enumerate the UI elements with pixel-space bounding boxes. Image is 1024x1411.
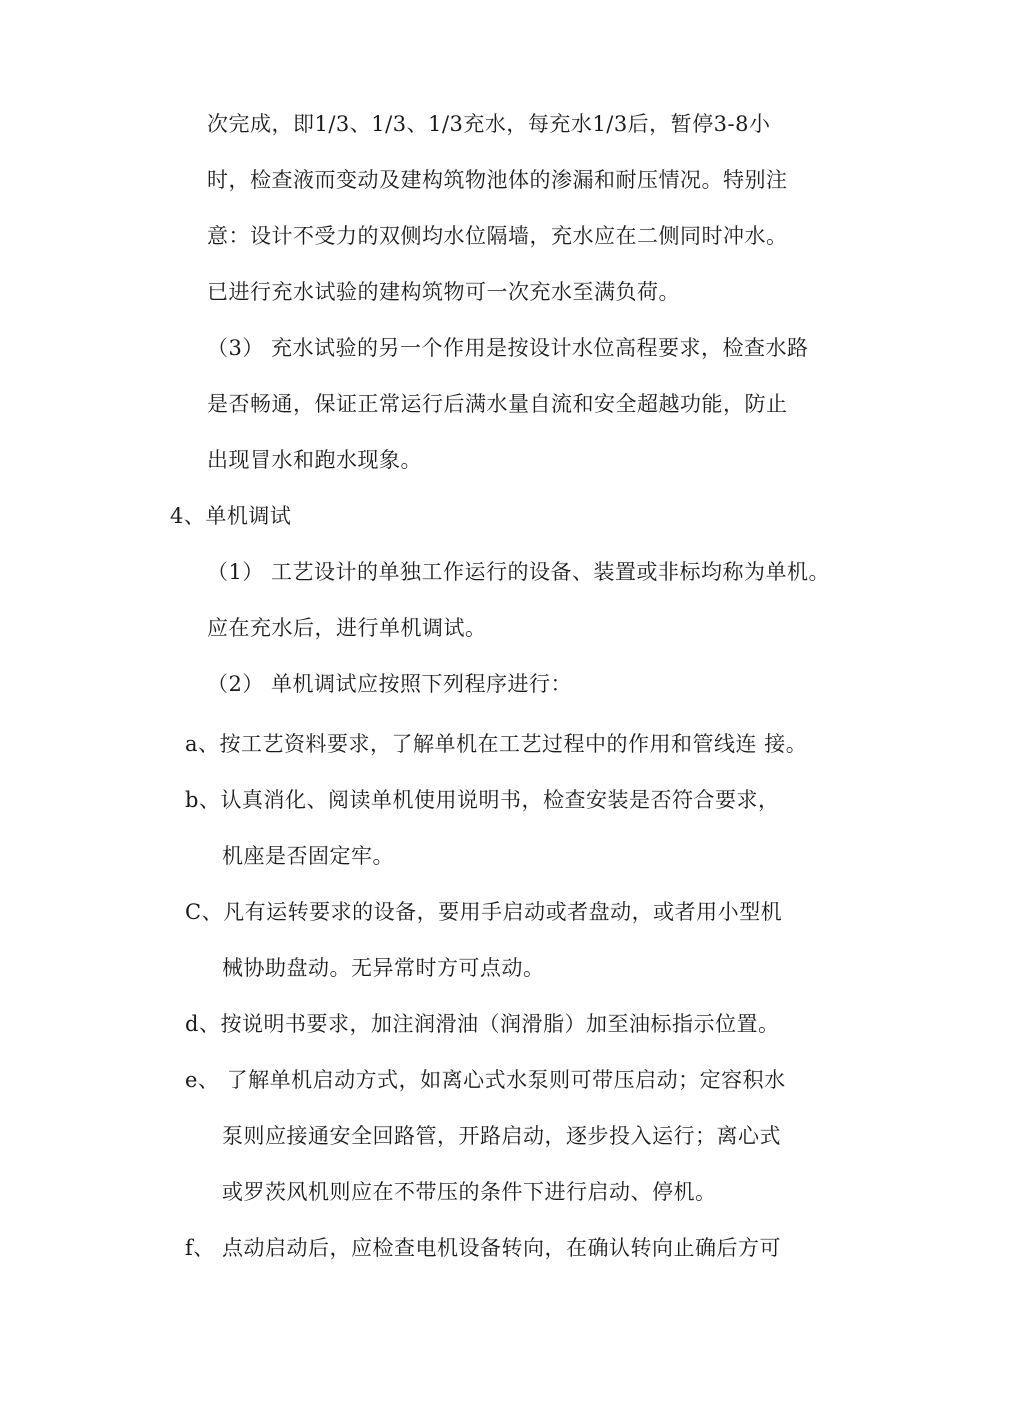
text-line: 是否畅通，保证正常运行后满水量自流和安全超越功能，防止 (207, 392, 788, 416)
list-item: a、按工艺资料要求，了解单机在工艺过程中的作用和管线连 接。 (185, 732, 808, 756)
text-line: （2） 单机调试应按照下列程序进行： (207, 672, 573, 696)
text-line: 出现冒水和跑水现象。 (207, 448, 422, 472)
text-line: （1） 工艺设计的单独工作运行的设备、装置或非标均称为单机。 (207, 560, 831, 584)
text-line: （3） 充水试验的另一个作用是按设计水位高程要求，检查水路 (207, 336, 809, 360)
text-line: 应在充水后，进行单机调试。 (207, 616, 487, 640)
list-item-continuation: 或罗茨风机则应在不带压的条件下进行启动、停机。 (222, 1180, 717, 1204)
list-item: f、 点动启动后，应检查电机设备转向，在确认转向止确后方可 (185, 1236, 781, 1260)
text-line: 意：设计不受力的双侧均水位隔墙，充水应在二侧同时冲水。 (207, 224, 788, 248)
section-heading: 4、单机调试 (170, 504, 292, 528)
list-item: d、按说明书要求，加注润滑油（润滑脂）加至油标指示位置。 (185, 1012, 780, 1036)
list-item-continuation: 泵则应接通安全回路管，开路启动，逐步投入运行；离心式 (222, 1124, 781, 1148)
list-item: b、认真消化、阅读单机使用说明书，检查安装是否符合要求， (185, 788, 780, 812)
text-line: 时，检查液而变动及建构筑物池体的渗漏和耐压情况。特别注 (207, 168, 788, 192)
text-line: 已进行充水试验的建构筑物可一次充水至满负荷。 (207, 280, 680, 304)
list-item: e、 了解单机启动方式，如离心式水泵则可带压启动；定容积水 (185, 1068, 786, 1092)
list-item-continuation: 械协助盘动。无异常时方可点动。 (222, 956, 545, 980)
text-line: 次完成，即1/3、1/3、1/3充水，每充水1/3后，暂停3-8小 (207, 112, 771, 136)
list-item: C、凡有运转要求的设备，要用手启动或者盘动，或者用小型机 (185, 900, 783, 924)
list-item-continuation: 机座是否固定牢。 (222, 844, 394, 868)
